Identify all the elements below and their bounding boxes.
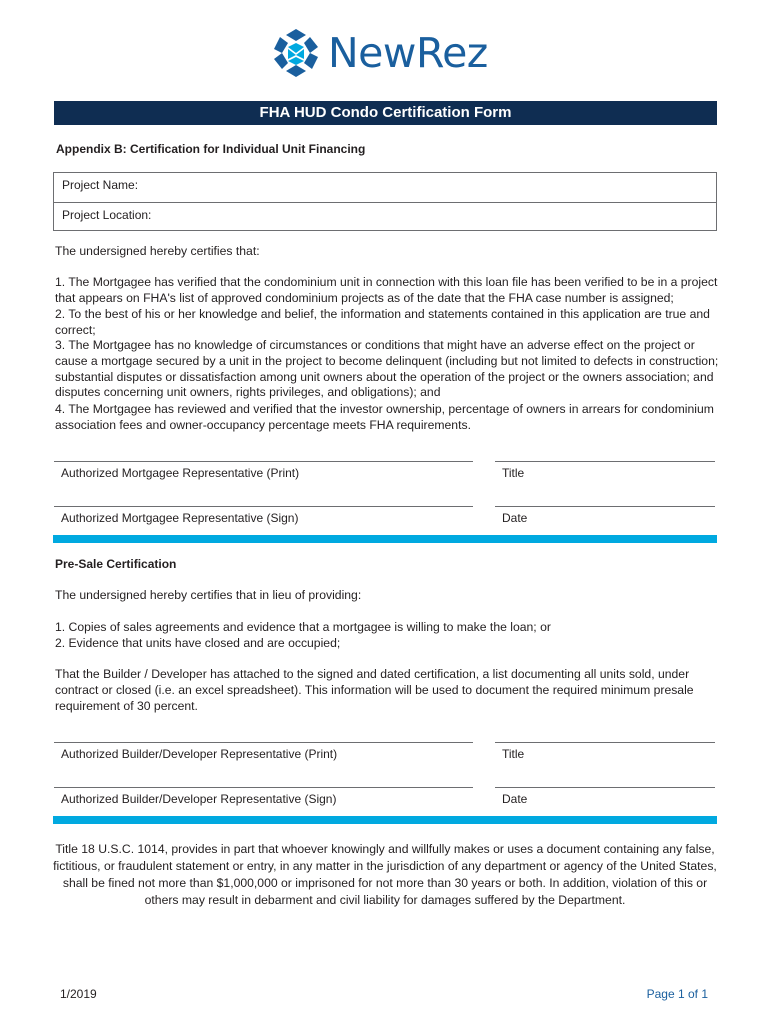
- builder-date-line[interactable]: [495, 787, 715, 806]
- project-name-field[interactable]: [54, 173, 716, 202]
- mortgagee-sign-label: Authorized Mortgagee Representative (Sign): [61, 511, 299, 525]
- project-info-box: [53, 172, 717, 231]
- presale-statement: That the Builder / Developer has attached to the signed and dated certification, a list documenting all units sold, under contract or closed (i.e. an excel spreadsheet). This information will be used to document the required minimum presale requirement of 30 percent.: [55, 667, 694, 713]
- mortgagee-item-3: 3. The Mortgagee has no knowledge of circumstances or conditions that might have an adverse effect on the project or cause a mortgage secured by a unit in the project to become delinquent (including but not limited to defects in construction; substantial disputes or dissatisfaction among unit owners about the operation of the project or the owners association; and disputes concerning unit owners, rights privileges, and obligations); and: [55, 338, 719, 400]
- page-number: Page 1 of 1: [646, 987, 708, 1001]
- builder-title-line[interactable]: [495, 742, 715, 761]
- builder-print-label: Authorized Builder/Developer Representative (Print): [61, 747, 338, 761]
- presale-intro: The undersigned hereby certifies that in lieu of providing:: [55, 588, 362, 602]
- mortgagee-title-line[interactable]: [495, 461, 715, 480]
- section-divider: [53, 535, 717, 543]
- builder-title-label: Title: [502, 747, 525, 761]
- project-location-field[interactable]: [54, 202, 716, 231]
- presale-heading: Pre-Sale Certification: [55, 557, 177, 571]
- presale-item-1: 1. Copies of sales agreements and evidence that a mortgagee is willing to make the loan; or: [55, 620, 551, 634]
- newrez-logo: [270, 26, 488, 80]
- mortgagee-date-label: Date: [502, 511, 528, 525]
- builder-date-label: Date: [502, 792, 528, 806]
- mortgagee-title-label: Title: [502, 466, 525, 480]
- form-title: FHA HUD Condo Certification Form: [54, 101, 717, 125]
- presale-item-2: 2. Evidence that units have closed and are occupied;: [55, 636, 341, 650]
- mortgagee-intro: The undersigned hereby certifies that:: [55, 244, 260, 258]
- builder-sign-label: Authorized Builder/Developer Representative (Sign): [61, 792, 337, 806]
- builder-sign-signature-line[interactable]: [54, 787, 473, 806]
- mortgagee-print-signature-line[interactable]: [54, 461, 473, 480]
- newrez-hexagon-icon: [270, 27, 322, 79]
- project-location-label: Project Location:: [62, 208, 152, 222]
- section-divider-2: [53, 816, 717, 824]
- mortgagee-print-label: Authorized Mortgagee Representative (Print): [61, 466, 300, 480]
- mortgagee-item-4: 4. The Mortgagee has reviewed and verified that the investor ownership, percentage of owners in arrears for condominium association fees and owner-occupancy percentage meets FHA requirements.: [55, 402, 714, 432]
- mortgagee-sign-signature-line[interactable]: [54, 506, 473, 525]
- form-version: 1/2019: [60, 987, 97, 1001]
- legal-notice: Title 18 U.S.C. 1014, provides in part that whoever knowingly and willfully makes or uses a document containing any false, fictitious, or fraudulent statement or entry, in any matter in the jurisdiction of any department or agency of the United States, shall be fined not more than $1,000,000 or imprisoned for not more than 30 years or both. In addition, violation of this or others may result in debarment and civil liability for damages suffered by the Department.: [53, 842, 717, 907]
- mortgagee-item-2: 2. To the best of his or her knowledge and belief, the information and statements contained in this application are true and correct;: [55, 307, 710, 337]
- builder-print-signature-line[interactable]: [54, 742, 473, 761]
- mortgagee-item-1: 1. The Mortgagee has verified that the condominium unit in connection with this loan file has been verified to be in a project that appears on FHA's list of approved condominium projects as of the date that the FHA case number is assigned;: [55, 275, 718, 305]
- mortgagee-date-line[interactable]: [495, 506, 715, 525]
- appendix-title: Appendix B: Certification for Individual Unit Financing: [56, 142, 366, 156]
- brand-name: NewRez: [328, 28, 488, 77]
- project-name-label: Project Name:: [62, 178, 139, 192]
